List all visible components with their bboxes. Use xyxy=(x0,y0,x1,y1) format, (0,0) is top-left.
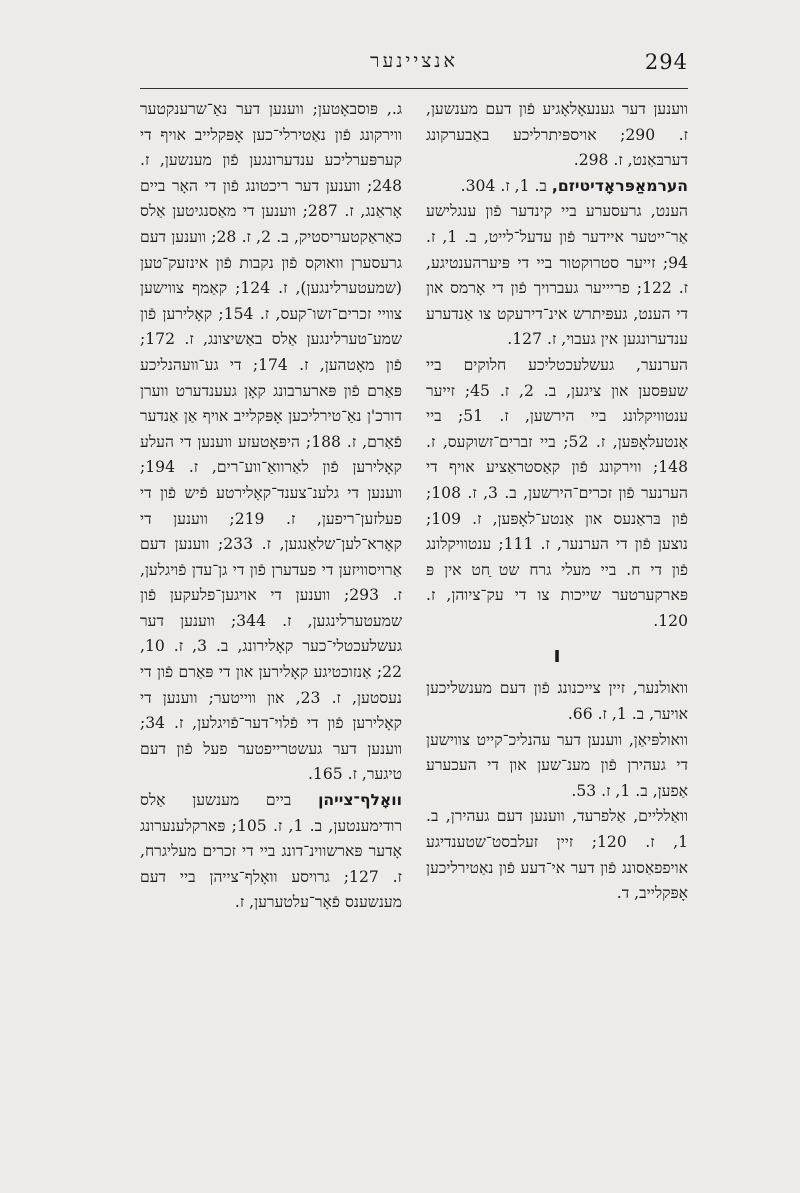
index-column-right xyxy=(426,97,688,907)
index-entry: ג., פּוסבאָטען; ווענען דער נאַ־שרענקטער ווירקונג פֿון נאַטירלי־כען אָפּקלייב אויף די קערפּערליכע ענדערונגען פֿון מענשען, ז. 248; ווענען דער ריכטונג פֿון די האָר ביים אָראַנג, ז. 287; ווענען די מאַסנגיטען אַלס כאַראַקטעריסטיק, ב. 2, ז. 28; ווענען דעם גרעסערן וואוקס פֿון נקבות פֿון אינזעק־טען (שמעטערלינגען), ז. 124; קאַמף צווישען צוויי זכרים־זשו־קעס, ז. 154; קאָלירען פֿון שמע־טערלינגען אַלס באַשיצונג, ז. 172; פֿון מאָטהען, ז. 174; די גע־וועהנליכע פּאַרם פֿון פּארערבונג קאָן געענדערט ווערן דורכ'ן נאַ־טירליכען אָפּקלייב אויף אַן אַנדער פֿאַרם, ז. 188; היפּאָטעזע ווענען די העלע קאָלירען פֿון לאַרוואַ־ווע־רים, ז. 194; ווענען די גלענ־צענד־קאָלירטע פֿיש פֿון די פעלזען־ריפען, ז. 219; ווענען די קאָרא־לען־שלאַנגען, ז. 233; ווענען דעם אַרויסוויזען די פעדערן פֿון די גן־עדן פֿויגלען, ז. 293; ווענען די אויגען־פלעקען פֿון שמעטערלינגען, ז. 344; ווענען דער געשלעכטלי־כער קאָלירונג, ב. 3, ז. 10, 22; אַנזוכטיגע קאָלירען און די פּאַרם פֿון די נעסטען, ז. 23, און ווייטער; ווענען די קאָלירען פֿון די פֿלוי־דער־פֿויגלען, ז. 34; ווענען דער געשטרייפטער פעל פֿון דעם טיגער, ז. 165. xyxy=(140,100,403,784)
running-title: אנציינער xyxy=(370,50,458,72)
entry-head-word: הערמאַפּראָדיטיזם, xyxy=(551,176,688,195)
index-entry: וואולנער, זיין צייכנונג פֿון דעם מענשליכען אויער, ב. 1, ז. 66. xyxy=(426,679,688,724)
running-head xyxy=(140,50,688,80)
page-number: 294 xyxy=(644,50,688,74)
header-rule xyxy=(140,88,688,89)
entry-body: ב. 1, ז. 304. xyxy=(460,176,552,195)
index-entry: הערנער, געשלעכטליכע חלוקים ביי שעפּסען און ציגען, ב. 2, ז. 45; זייער ענטוויקלונג ביי הירשען, ז. 51; ביי אַנטעלאָפּען, ז. 52; ביי זברים־זשוקעס, ז. 148; ווירקונג פֿון קאַסטראַציע אויף די הערנער פֿון זכרים־הירשען, ב. 3, ז. 108; פֿון בּראַנעס און אַנטע־לאָפּען, ז. 109; נוצען פֿון די הערנער, ז. 111; ענטוויקלונג פֿון די ח. ביי מעלי גרח שט ַחט אין פּ פּארקערטער שייכות צו די עק־ציוהן, ז. 120. xyxy=(426,355,689,630)
section-letter: ו xyxy=(553,643,561,669)
index-entry: וואולפּיאַן, ווענען דער עהנליכ־קייט צווישען די געהירן פֿון מענ־שען און די העכערע אַפען, ב. 1, ז. 53. xyxy=(426,730,688,800)
index-column-left xyxy=(140,97,402,916)
entry-body: ביים מענשען אַלס רודימענטען, ב. 1, ז. 105; פּארקלענערונג אָדער פּארשווינ־דונג ביי די זכרים מעליגרח, ז. 127; גרויסע וואָלף־צייהן ביי דעם מענשענס פֿאָר־עלטערען, ז. xyxy=(140,791,402,912)
entry-head-word: וואָלף־צייהן xyxy=(318,791,402,810)
index-entry xyxy=(426,174,688,200)
index-entry: וואַלליים, אַלפרעד, ווענען דעם געהירן, ב. 1, ז. 120; זיין זעלבסט־שטענדיגע אויפפאַסונג פֿון דער אי־דעע פֿון נאַטירליכען אָפּקלייב, ד. xyxy=(426,807,688,903)
index-columns xyxy=(140,97,688,1173)
index-entry: הענט, גרעסערע ביי קינדער פֿון ענגלישע אַר־ייטער איידער פֿון עדעל־לייט, ב. 1, ז. 94; זייער סטרוקטור ביי די פּיערהענטיגע, ז. 122; פריייער געברויך פֿון די אָרמס און די הענט, געפּיתרש אינ־דירעקט צו אַנדערע ענדערונגען אין געבוי, ז. 127. xyxy=(426,202,688,349)
index-entry xyxy=(140,788,402,916)
index-entry: ווענען דער גענעאָלאָגיע פֿון דעם מענשען, ז. 290; אויספּיתרליכע באַבערקונג דערבּאַנט, ז. 298. xyxy=(426,100,688,170)
